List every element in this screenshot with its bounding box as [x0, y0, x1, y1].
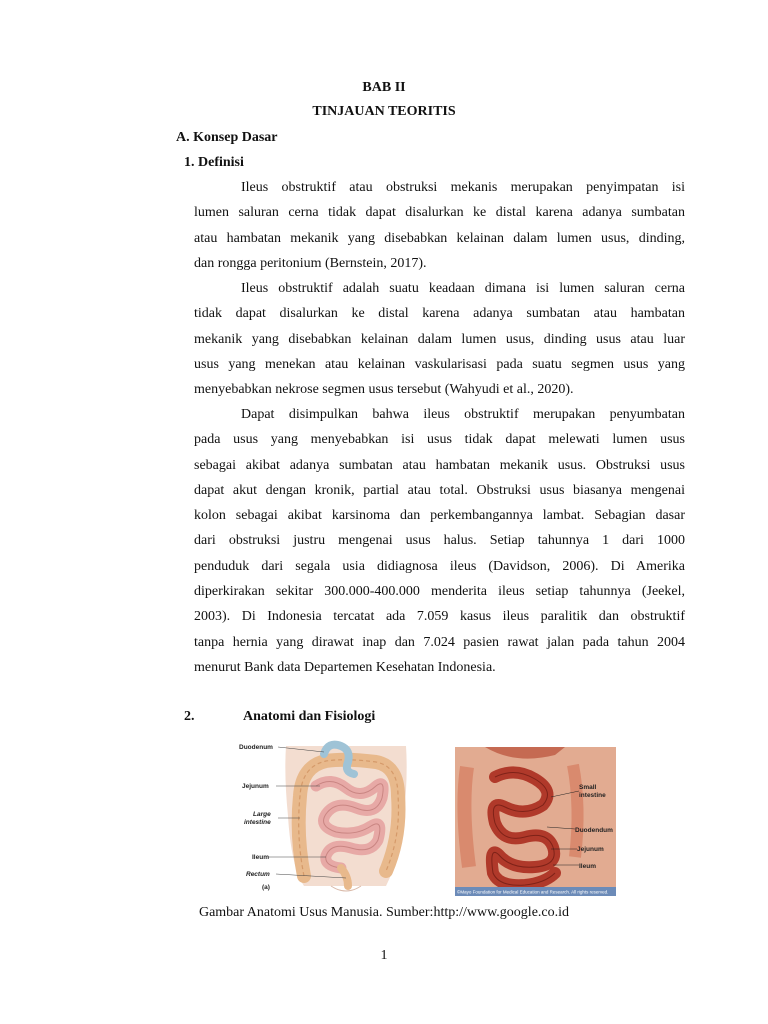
text-line: 2003). Di Indonesia tercatat ada 7.059 kasus ileus paralitik dan obstruktif — [194, 609, 685, 625]
text-line: dan rongga peritonium (Bernstein, 2017). — [194, 255, 427, 271]
figure-caption: Gambar Anatomi Usus Manusia. Sumber:http://www.google.co.id — [198, 905, 570, 920]
text-line: dapat akut dengan kronik, partial atau total. Obstruksi usus biasanya mengenai — [194, 482, 685, 498]
label-intestine: intestine — [244, 819, 271, 826]
paragraph-2 — [194, 276, 685, 402]
text-line: diperkirakan sekitar 300.000-400.000 menderita ileus setiap tahunnya (Jeekel, — [194, 584, 685, 600]
subsection-heading-definisi: 1. Definisi — [184, 155, 244, 170]
intestine-drawing-left — [236, 736, 426, 896]
page-number: 1 — [380, 948, 388, 963]
label-small: Small — [579, 784, 597, 791]
text-line: lumen saluran cerna tidak dapat disalurkan ke distal karena adanya sumbatan — [194, 205, 685, 221]
text-line: menurut Bank data Departemen Kesehatan Indonesia. — [194, 659, 496, 675]
label-panel-a: (a) — [262, 884, 270, 891]
text-line: Dapat disimpulkan bahwa ileus obstruktif merupakan penyumbatan — [241, 407, 685, 422]
label-jejunum-right: Jejunum — [577, 846, 604, 853]
text-line: menyebabkan nekrose segmen usus tersebut (Wahyudi et al., 2020). — [194, 382, 574, 398]
text-line: kolon sebagai akibat karsinoma dan perkembangannya lambat. Sebagian dasar — [194, 508, 685, 524]
section-heading-a: A. Konsep Dasar — [176, 130, 278, 145]
intestine-anatomy-illustration-left — [236, 736, 426, 896]
text-line: usus yang menekan atau kelainan vaskularisasi pada suatu segmen usus yang — [194, 356, 685, 372]
label-duodendum: Duodendum — [575, 827, 613, 834]
label-jejunum: Jejunum — [242, 783, 269, 790]
intestine-anatomy-illustration-right — [455, 747, 616, 896]
paragraph-1 — [194, 175, 685, 276]
text-line: tanpa hernia yang dirawat inap dan 7.024 pasien rawat jalan pada tahun 2004 — [194, 634, 685, 650]
subsection-number-2: 2. — [184, 709, 195, 724]
text-line: Ileus obstruktif adalah suatu keadaan dimana isi lumen saluran cerna — [241, 281, 685, 296]
figure-credit: ©Mayo Foundation for Medical Education and Research. All rights reserved. — [457, 889, 609, 895]
paragraph-3 — [194, 402, 685, 680]
chapter-number: BAB II — [362, 80, 406, 95]
label-large: Large — [253, 811, 271, 818]
label-duodenum: Duodenum — [239, 744, 273, 751]
text-line: pada usus yang menyebabkan isi usus tidak dapat melewati lumen usus — [194, 432, 685, 448]
subsection-heading-anatomi: Anatomi dan Fisiologi — [243, 709, 376, 724]
chapter-title: TINJAUAN TEORITIS — [312, 104, 456, 119]
text-line: tidak dapat disalurkan ke distal karena adanya sumbatan atau hambatan — [194, 306, 685, 322]
text-line: sebagai akibat adanya sumbatan atau hambatan mekanik usus. Obstruksi usus — [194, 457, 685, 473]
text-line: penduduk dari segala usia didiagnosa ileus (Davidson, 2006). Di Amerika — [194, 558, 685, 574]
text-line: mekanik yang disebabkan kelainan dalam lumen usus, dinding usus atau luar — [194, 331, 685, 347]
label-ileum-right: Ileum — [579, 863, 596, 870]
label-ileum: Ileum — [252, 854, 269, 861]
text-line: atau hambatan mekanik yang disebabkan kelainan dalam lumen usus, dinding, — [194, 230, 685, 246]
intestine-drawing-right — [455, 747, 616, 896]
label-rectum: Rectum — [246, 871, 270, 878]
text-line: Ileus obstruktif atau obstruksi mekanis merupakan penyimpatan isi — [241, 180, 685, 195]
text-line: dari obstruksi justru mengenai usus halus. Setiap tahunnya 1 dari 1000 — [194, 533, 685, 549]
label-small-intestine: intestine — [579, 792, 606, 799]
